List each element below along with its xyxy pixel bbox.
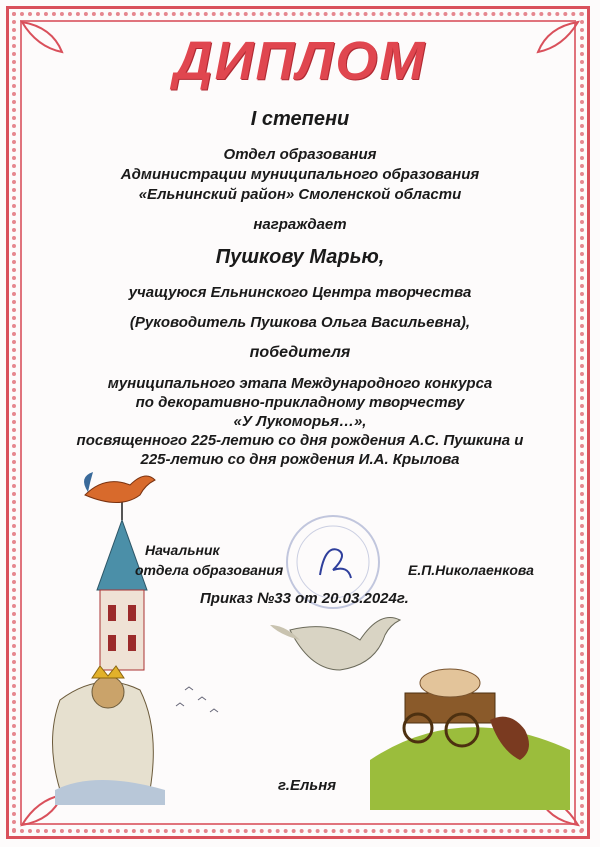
description-line-2: (Руководитель Пушкова Ольга Васильевна), [129, 314, 471, 331]
competition-line-1: муниципального этапа Международного конкурса [107, 375, 493, 392]
tower-illustration [97, 500, 147, 670]
competition-line-3: «У Лукоморья…», [233, 413, 367, 430]
recipient-name: Пушкову Марью, [215, 246, 385, 268]
signatory-title-line-1: Начальник [145, 542, 220, 558]
cart-illustration [370, 669, 570, 810]
issuer-line-2: Администрации муниципального образования [120, 166, 480, 183]
issuer-line-3: «Ельнинский район» Смоленской области [138, 186, 462, 203]
competition-line-2: по декоративно-прикладному творчеству [135, 394, 465, 411]
signatory-title-line-2: отдела образования [135, 562, 284, 578]
order-number: Приказ №33 от 20.03.2024г. [200, 590, 409, 607]
tsar-illustration [53, 666, 166, 805]
swan-illustration [270, 618, 400, 671]
diploma-title: ДИПЛОМ [173, 31, 427, 91]
diploma-degree: I степени [250, 108, 350, 130]
issuer-line-1: Отдел образования [223, 146, 377, 163]
rooster-illustration [84, 472, 155, 503]
city-name: г.Ельня [278, 777, 337, 794]
competition-line-5: 225-летию со дня рождения И.А. Крылова [140, 451, 460, 468]
birds-decoration [176, 687, 218, 712]
signatory-name: Е.П.Николаенкова [408, 562, 534, 578]
description-line-1: учащуюся Ельнинского Центра творчества [128, 284, 472, 301]
awards-text: награждает [253, 216, 347, 233]
status-text: победителя [249, 344, 351, 361]
competition-line-4: посвященного 225-летию со дня рождения А.С. Пушкина и [76, 432, 524, 449]
